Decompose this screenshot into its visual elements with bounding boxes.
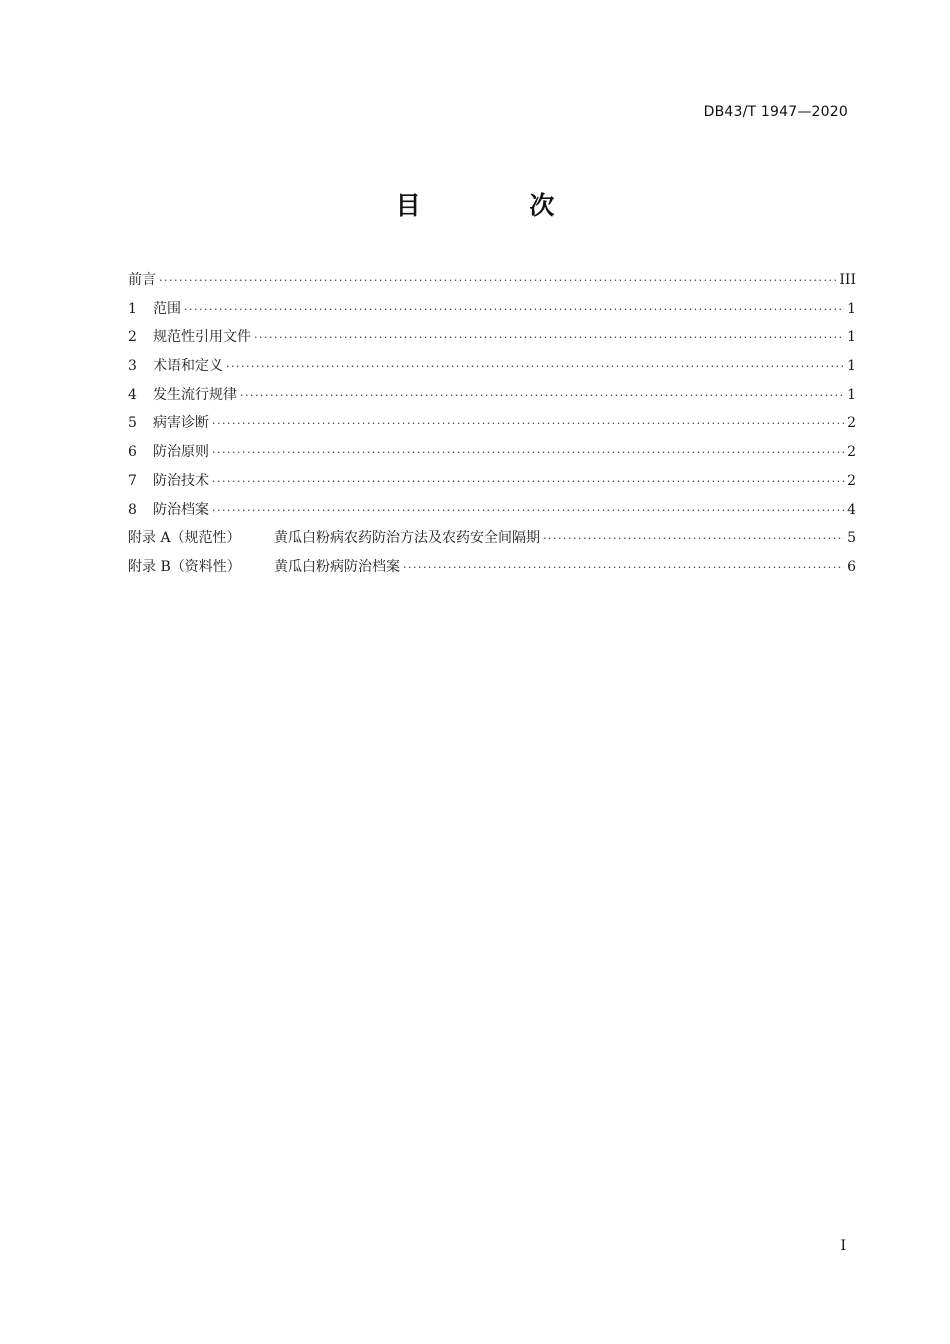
toc-entry-label: 病害诊断: [153, 415, 209, 432]
toc-entry[interactable]: [128, 323, 856, 352]
toc-entry[interactable]: [128, 352, 856, 381]
toc-entry-label: 范围: [153, 300, 181, 317]
toc-entry-number: 4: [128, 386, 137, 403]
toc-entry-page: 2: [847, 472, 856, 489]
toc-entry-page: 1: [847, 386, 856, 403]
toc-entry-label: 黄瓜白粉病农药防治方法及农药安全间隔期: [274, 530, 540, 547]
toc-entry-number: 1: [128, 300, 137, 317]
toc-entry-number: 6: [128, 444, 137, 461]
toc-entry-appendix-b[interactable]: [128, 553, 856, 582]
toc-entry[interactable]: [128, 467, 856, 496]
toc-leader-dots: [184, 296, 844, 325]
toc-leader-dots: [212, 439, 844, 468]
toc-entry-label: 黄瓜白粉病防治档案: [274, 558, 400, 575]
toc-entry-label: 防治技术: [153, 472, 209, 489]
toc-leader-dots: [212, 497, 844, 526]
toc-entry-page: 2: [847, 415, 856, 432]
toc-entry-label: 前言: [128, 272, 156, 288]
toc-leader-dots: [240, 382, 844, 411]
toc-leader-dots: [159, 267, 836, 296]
toc-leader-dots: [403, 554, 844, 583]
toc-leader-dots: [543, 525, 844, 554]
toc-entry-page: 4: [847, 501, 856, 518]
toc-entry[interactable]: [128, 381, 856, 410]
toc-entry-label: 防治原则: [153, 444, 209, 461]
toc-entry-label: 术语和定义: [153, 358, 223, 375]
toc-entry-label: 防治档案: [153, 501, 209, 518]
toc-entry-number: 5: [128, 415, 137, 432]
toc-entry-number: 2: [128, 329, 137, 346]
toc-entry-page: III: [839, 272, 856, 288]
page-title: 目 次: [395, 191, 605, 220]
toc-entry[interactable]: [128, 438, 856, 467]
toc-entry-page: 1: [847, 329, 856, 346]
toc-entry-number: 8: [128, 501, 137, 518]
table-of-contents: [128, 266, 856, 582]
toc-leader-dots: [212, 410, 844, 439]
toc-leader-dots: [254, 324, 844, 353]
toc-entry-page: 6: [847, 558, 856, 575]
toc-entry-number: 3: [128, 358, 137, 375]
toc-entry-page: 2: [847, 444, 856, 461]
toc-entry-label: 发生流行规律: [153, 386, 237, 403]
toc-leader-dots: [226, 353, 844, 382]
toc-entry[interactable]: [128, 496, 856, 525]
toc-entry[interactable]: [128, 409, 856, 438]
document-code: DB43/T 1947—2020: [703, 104, 848, 120]
toc-entry-page: 5: [847, 530, 856, 547]
toc-appendix-prefix: 附录 B（资料性）: [128, 558, 241, 575]
toc-leader-dots: [212, 468, 844, 497]
toc-entry-appendix-a[interactable]: [128, 524, 856, 553]
toc-entry-page: 1: [847, 300, 856, 317]
page-number: I: [840, 1238, 846, 1254]
toc-entry[interactable]: [128, 295, 856, 324]
toc-entry-preface[interactable]: [128, 266, 856, 295]
toc-appendix-prefix: 附录 A（规范性）: [128, 530, 241, 547]
toc-entry-label: 规范性引用文件: [153, 329, 251, 346]
toc-entry-page: 1: [847, 358, 856, 375]
toc-entry-number: 7: [128, 472, 137, 489]
